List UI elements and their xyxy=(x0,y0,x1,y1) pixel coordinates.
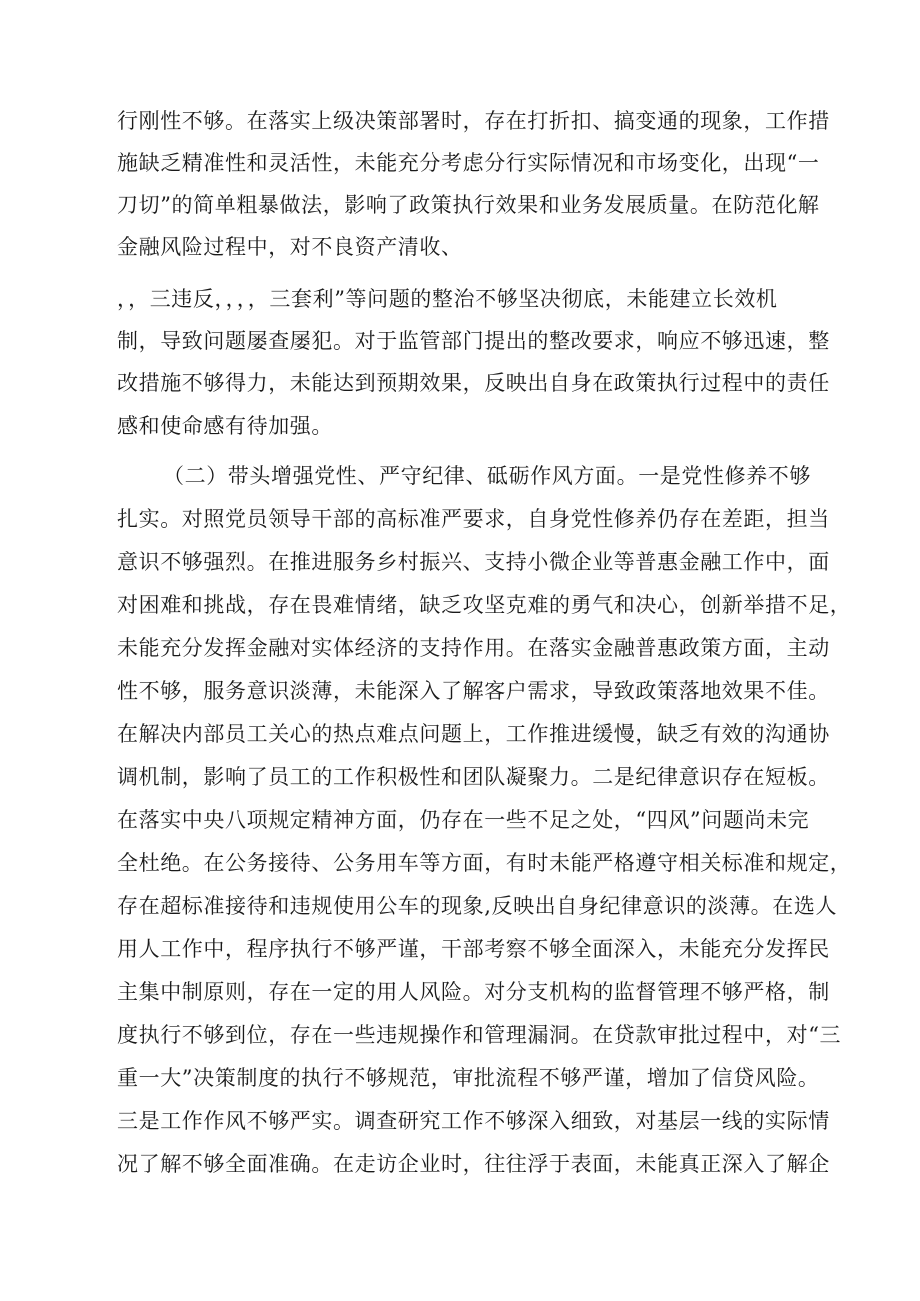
text-line: 制，导致问题屡查屡犯。对于监管部门提出的整改要求，响应不够迅速，整 xyxy=(117,329,830,353)
text-line: 度执行不够到位，存在一些违规操作和管理漏洞。在贷款审批过程中，对“三 xyxy=(117,1023,842,1047)
section-heading-line: （二）带头增强党性、严守纪律、砥砺作风方面。一是党性修养不够 xyxy=(163,464,811,488)
text-line: 况了解不够全面准确。在走访企业时，往往浮于表面，未能真正深入了解企 xyxy=(117,1152,830,1176)
text-line: 扎实。对照党员领导干部的高标准严要求，自身党性修养仍存在差距，担当 xyxy=(117,507,830,531)
text-line: 改措施不够得力，未能达到预期效果，反映出自身在政策执行过程中的责任 xyxy=(117,371,830,395)
text-line: 行刚性不够。在落实上级决策部署时，存在打折扣、搞变通的现象，工作措 xyxy=(117,109,830,133)
text-line: 感和使命感有待加强。 xyxy=(117,414,333,438)
text-line: 性不够，服务意识淡薄，未能深入了解客户需求，导致政策落地效果不佳。 xyxy=(117,679,830,703)
text-line: 施缺乏精准性和灵活性，未能充分考虑分行实际情况和市场变化，出现“一 xyxy=(117,151,820,175)
text-line: 存在超标准接待和违规使用公车的现象,反映出自身纪律意识的淡薄。在选人 xyxy=(117,894,838,918)
text-line: 未能充分发挥金融对实体经济的支持作用。在落实金融普惠政策方面，主动 xyxy=(117,636,830,660)
text-line: 三是工作作风不够严实。调查研究工作不够深入细致，对基层一线的实际情 xyxy=(117,1109,830,1133)
text-line: 金融风险过程中，对不良资产清收、 xyxy=(117,235,463,259)
text-line: 在落实中央八项规定精神方面，仍存在一些不足之处，“四风”问题尚未完 xyxy=(117,808,810,832)
text-line: 用人工作中，程序执行不够严谨，干部考察不够全面深入，未能充分发挥民 xyxy=(117,937,830,961)
text-line: 调机制，影响了员工的工作积极性和团队凝聚力。二是纪律意识存在短板。 xyxy=(117,765,830,789)
text-line: ，，三违反，，，，三套利”等问题的整治不够坚决彻底，未能建立长效机 xyxy=(117,287,778,311)
text-line: 刀切”的简单粗暴做法，影响了政策执行效果和业务发展质量。在防范化解 xyxy=(117,193,820,217)
text-line: 重一大”决策制度的执行不够规范，审批流程不够严谨，增加了信贷风险。 xyxy=(117,1066,820,1090)
text-line: 全杜绝。在公务接待、公务用车等方面，有时未能严格遵守相关标准和规定， xyxy=(117,851,852,875)
text-line: 对困难和挑战，存在畏难情绪，缺乏攻坚克难的勇气和决心，创新举措不足， xyxy=(117,593,852,617)
text-line: 意识不够强烈。在推进服务乡村振兴、支持小微企业等普惠金融工作中，面 xyxy=(117,550,830,574)
text-line: 主集中制原则，存在一定的用人风险。对分支机构的监督管理不够严格，制 xyxy=(117,980,830,1004)
text-line: 在解决内部员工关心的热点难点问题上，工作推进缓慢，缺乏有效的沟通协 xyxy=(117,722,830,746)
